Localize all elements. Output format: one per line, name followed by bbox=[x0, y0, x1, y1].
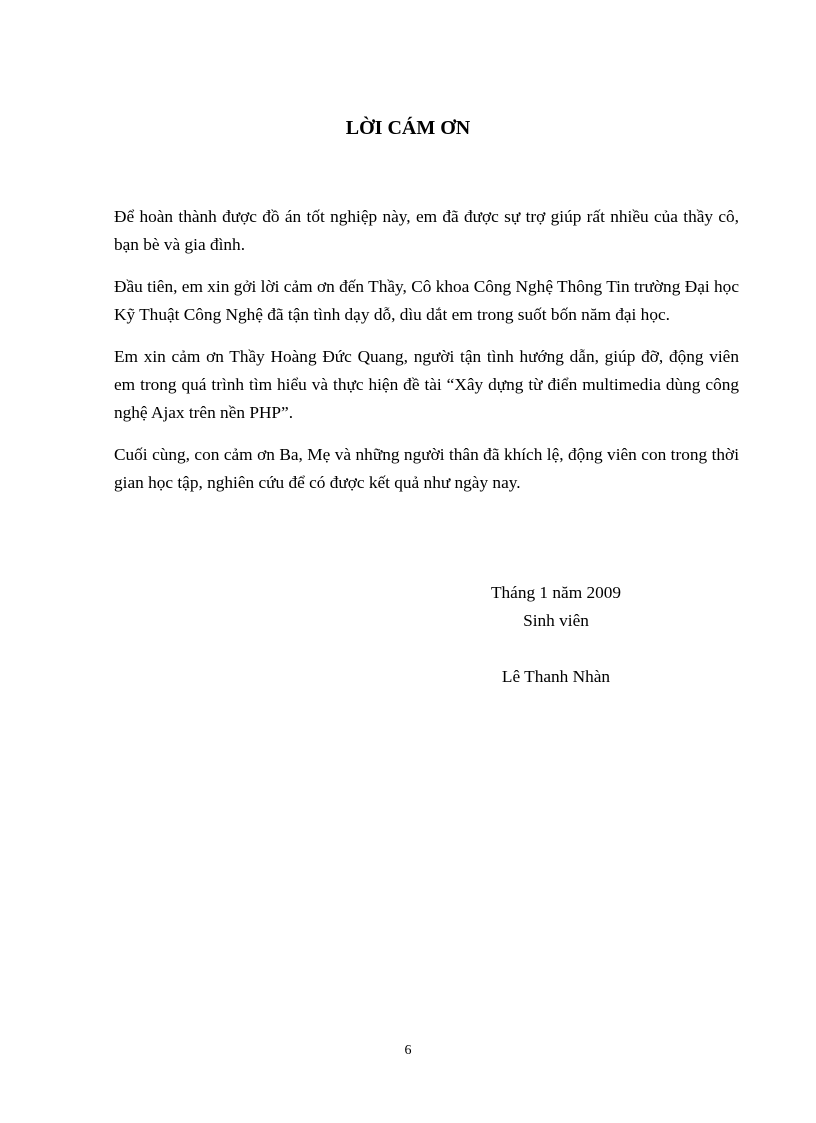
signature-date: Tháng 1 năm 2009 bbox=[490, 583, 622, 602]
paragraph-family-thanks: Cuối cùng, con cảm ơn Ba, Mẹ và những người thân đã khích lệ, động viên con trong thời gian học tập, nghiên cứu để có được kết quả như ngày nay. bbox=[114, 445, 739, 492]
page-number: 6 bbox=[404, 1043, 412, 1058]
page-title: LỜI CÁM ƠN bbox=[345, 117, 471, 139]
body-text bbox=[114, 203, 739, 511]
signature-name: Lê Thanh Nhàn bbox=[501, 667, 611, 686]
paragraph-faculty-thanks: Đầu tiên, em xin gởi lời cảm ơn đến Thầy, Cô khoa Công Nghệ Thông Tin trường Đại học Kỹ Thuật Công Nghệ đã tận tình dạy dỗ, dìu dắt em trong suốt bốn năm đại học. bbox=[114, 277, 739, 324]
paragraph-intro: Để hoàn thành được đồ án tốt nghiệp này, em đã được sự trợ giúp rất nhiều của thầy cô, bạn bè và gia đình. bbox=[114, 207, 739, 254]
signature-block bbox=[466, 579, 646, 691]
signature-role: Sinh viên bbox=[523, 611, 589, 630]
paragraph-advisor-thanks: Em xin cảm ơn Thầy Hoàng Đức Quang, người tận tình hướng dẫn, giúp đỡ, động viên em trong quá trình tìm hiểu và thực hiện đề tài “Xây dựng từ điển multimedia dùng công nghệ Ajax trên nền PHP”. bbox=[114, 347, 739, 422]
